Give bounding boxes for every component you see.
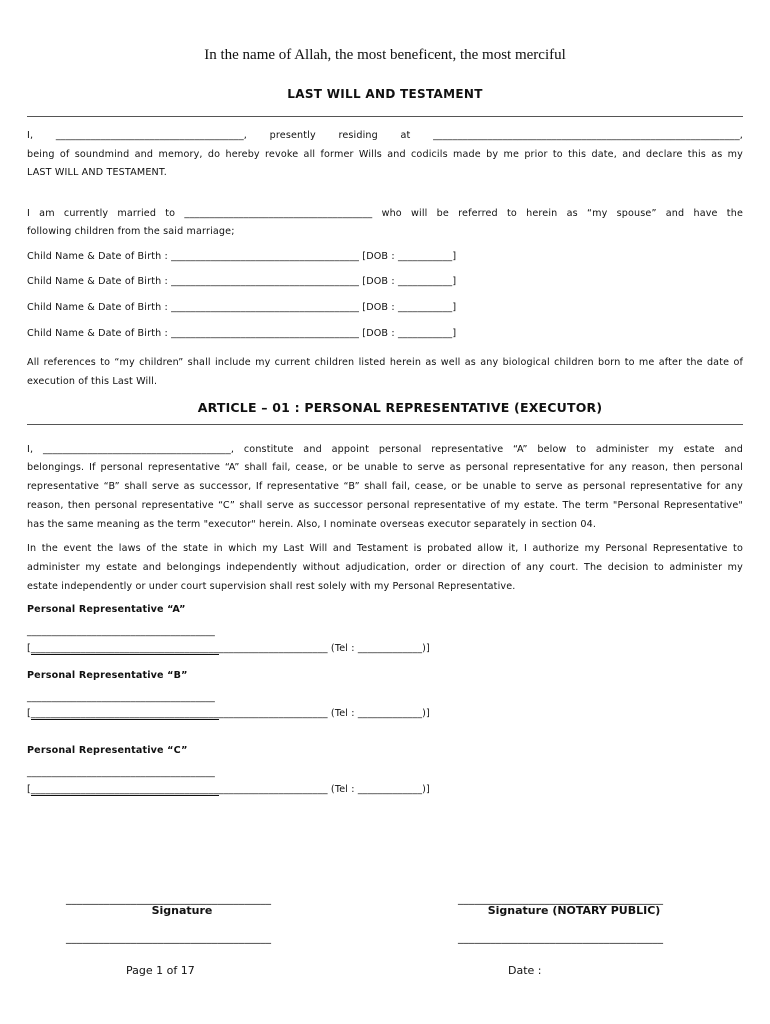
representative-a-name-field[interactable]: ______________________________________	[27, 626, 215, 637]
page-number-line[interactable]: ______________________________________	[66, 932, 272, 944]
representative-b-label: Personal Representative “B”	[27, 670, 188, 681]
article-1-p1-line-1: I, ______________________________________, constitute and appoint personal representative “A” below to administer my estate and	[27, 444, 743, 455]
date-line[interactable]: ______________________________________	[458, 932, 664, 944]
article-divider	[27, 424, 743, 425]
title-divider	[27, 116, 743, 117]
article-1-p1-line-2: belongings. If personal representative “A” shall fail, cease, or be unable to serve as personal representative for any reason, then personal	[27, 462, 743, 473]
page-number: Page 1 of 17	[126, 964, 195, 977]
intro-line-3: LAST WILL AND TESTAMENT.	[27, 167, 167, 178]
references-line-2: execution of this Last Will.	[27, 376, 158, 387]
representative-a-address-field[interactable]: [____________________________________________________________ (Tel : _____________)]	[27, 643, 430, 654]
married-line-2: following children from the said marriage;	[27, 226, 235, 237]
article-1-p1-line-4: reason, then personal representative “C” shall serve as successor personal representative of my estate. The term "Personal Representative"	[27, 500, 743, 511]
article-1-p1-line-5: has the same meaning as the term "executor" herein. Also, I nominate overseas executor separately in section 04.	[27, 519, 597, 530]
document-title: LAST WILL AND TESTAMENT	[287, 87, 483, 101]
date-label: Date :	[508, 964, 542, 977]
signature-line[interactable]: ______________________________________	[66, 893, 272, 905]
representative-c-name-field[interactable]: ______________________________________	[27, 767, 215, 778]
dob-field[interactable]: ___________	[397, 302, 453, 313]
dob-field[interactable]: ___________	[397, 251, 453, 262]
child-entry: Child Name & Date of Birth : ______________________________________ [DOB : ___________]	[27, 302, 457, 313]
intro-line-1: I, ______________________________________, presently residing at ______________________________________________________________,	[27, 130, 743, 141]
article-1-heading: ARTICLE – 01 : PERSONAL REPRESENTATIVE (EXECUTOR)	[197, 400, 603, 415]
married-line-1: I am currently married to ______________________________________ who will be referred to herein as “my spouse” and have the	[27, 208, 743, 219]
representative-c-label: Personal Representative “C”	[27, 745, 188, 756]
notary-signature-label: Signature (NOTARY PUBLIC)	[487, 904, 661, 917]
child-entry: Child Name & Date of Birth : ______________________________________ [DOB : ___________]	[27, 328, 457, 339]
signature-label: Signature	[151, 904, 213, 917]
article-1-p2-line-3: estate independently or under court supervision shall rest solely with my Personal Representative.	[27, 581, 516, 592]
article-1-p1-line-3: representative “B” shall serve as successor, If representative “B” shall fail, cease, or be unable to serve as personal representative for any	[27, 481, 743, 492]
child-entry: Child Name & Date of Birth : ______________________________________ [DOB : ___________]	[27, 251, 457, 262]
representative-a-label: Personal Representative “A”	[27, 604, 186, 615]
child-entry: Child Name & Date of Birth : ______________________________________ [DOB : ___________]	[27, 276, 457, 287]
article-1-p2-line-2: administer my estate and belongings independently without adjudication, order or direction of any court. The decision to administer my	[27, 562, 743, 573]
dob-field[interactable]: ___________	[397, 328, 453, 339]
bismillah-heading: In the name of Allah, the most beneficent, the most merciful	[204, 47, 566, 63]
representative-b-name-field[interactable]: ______________________________________	[27, 692, 215, 703]
representative-b-address-field[interactable]: [____________________________________________________________ (Tel : _____________)]	[27, 708, 430, 719]
references-line-1: All references to “my children” shall include my current children listed herein as well as any biological children born to me after the date of	[27, 357, 743, 368]
article-1-p2-line-1: In the event the laws of the state in which my Last Will and Testament is probated allow it, I authorize my Personal Representative to	[27, 543, 743, 554]
notary-signature-line[interactable]: ______________________________________	[458, 893, 664, 905]
dob-field[interactable]: ___________	[397, 276, 453, 287]
representative-c-address-field[interactable]: [____________________________________________________________ (Tel : _____________)]	[27, 784, 430, 795]
intro-line-2: being of soundmind and memory, do hereby revoke all former Wills and codicils made by me prior to this date, and declare this as my	[27, 149, 743, 160]
